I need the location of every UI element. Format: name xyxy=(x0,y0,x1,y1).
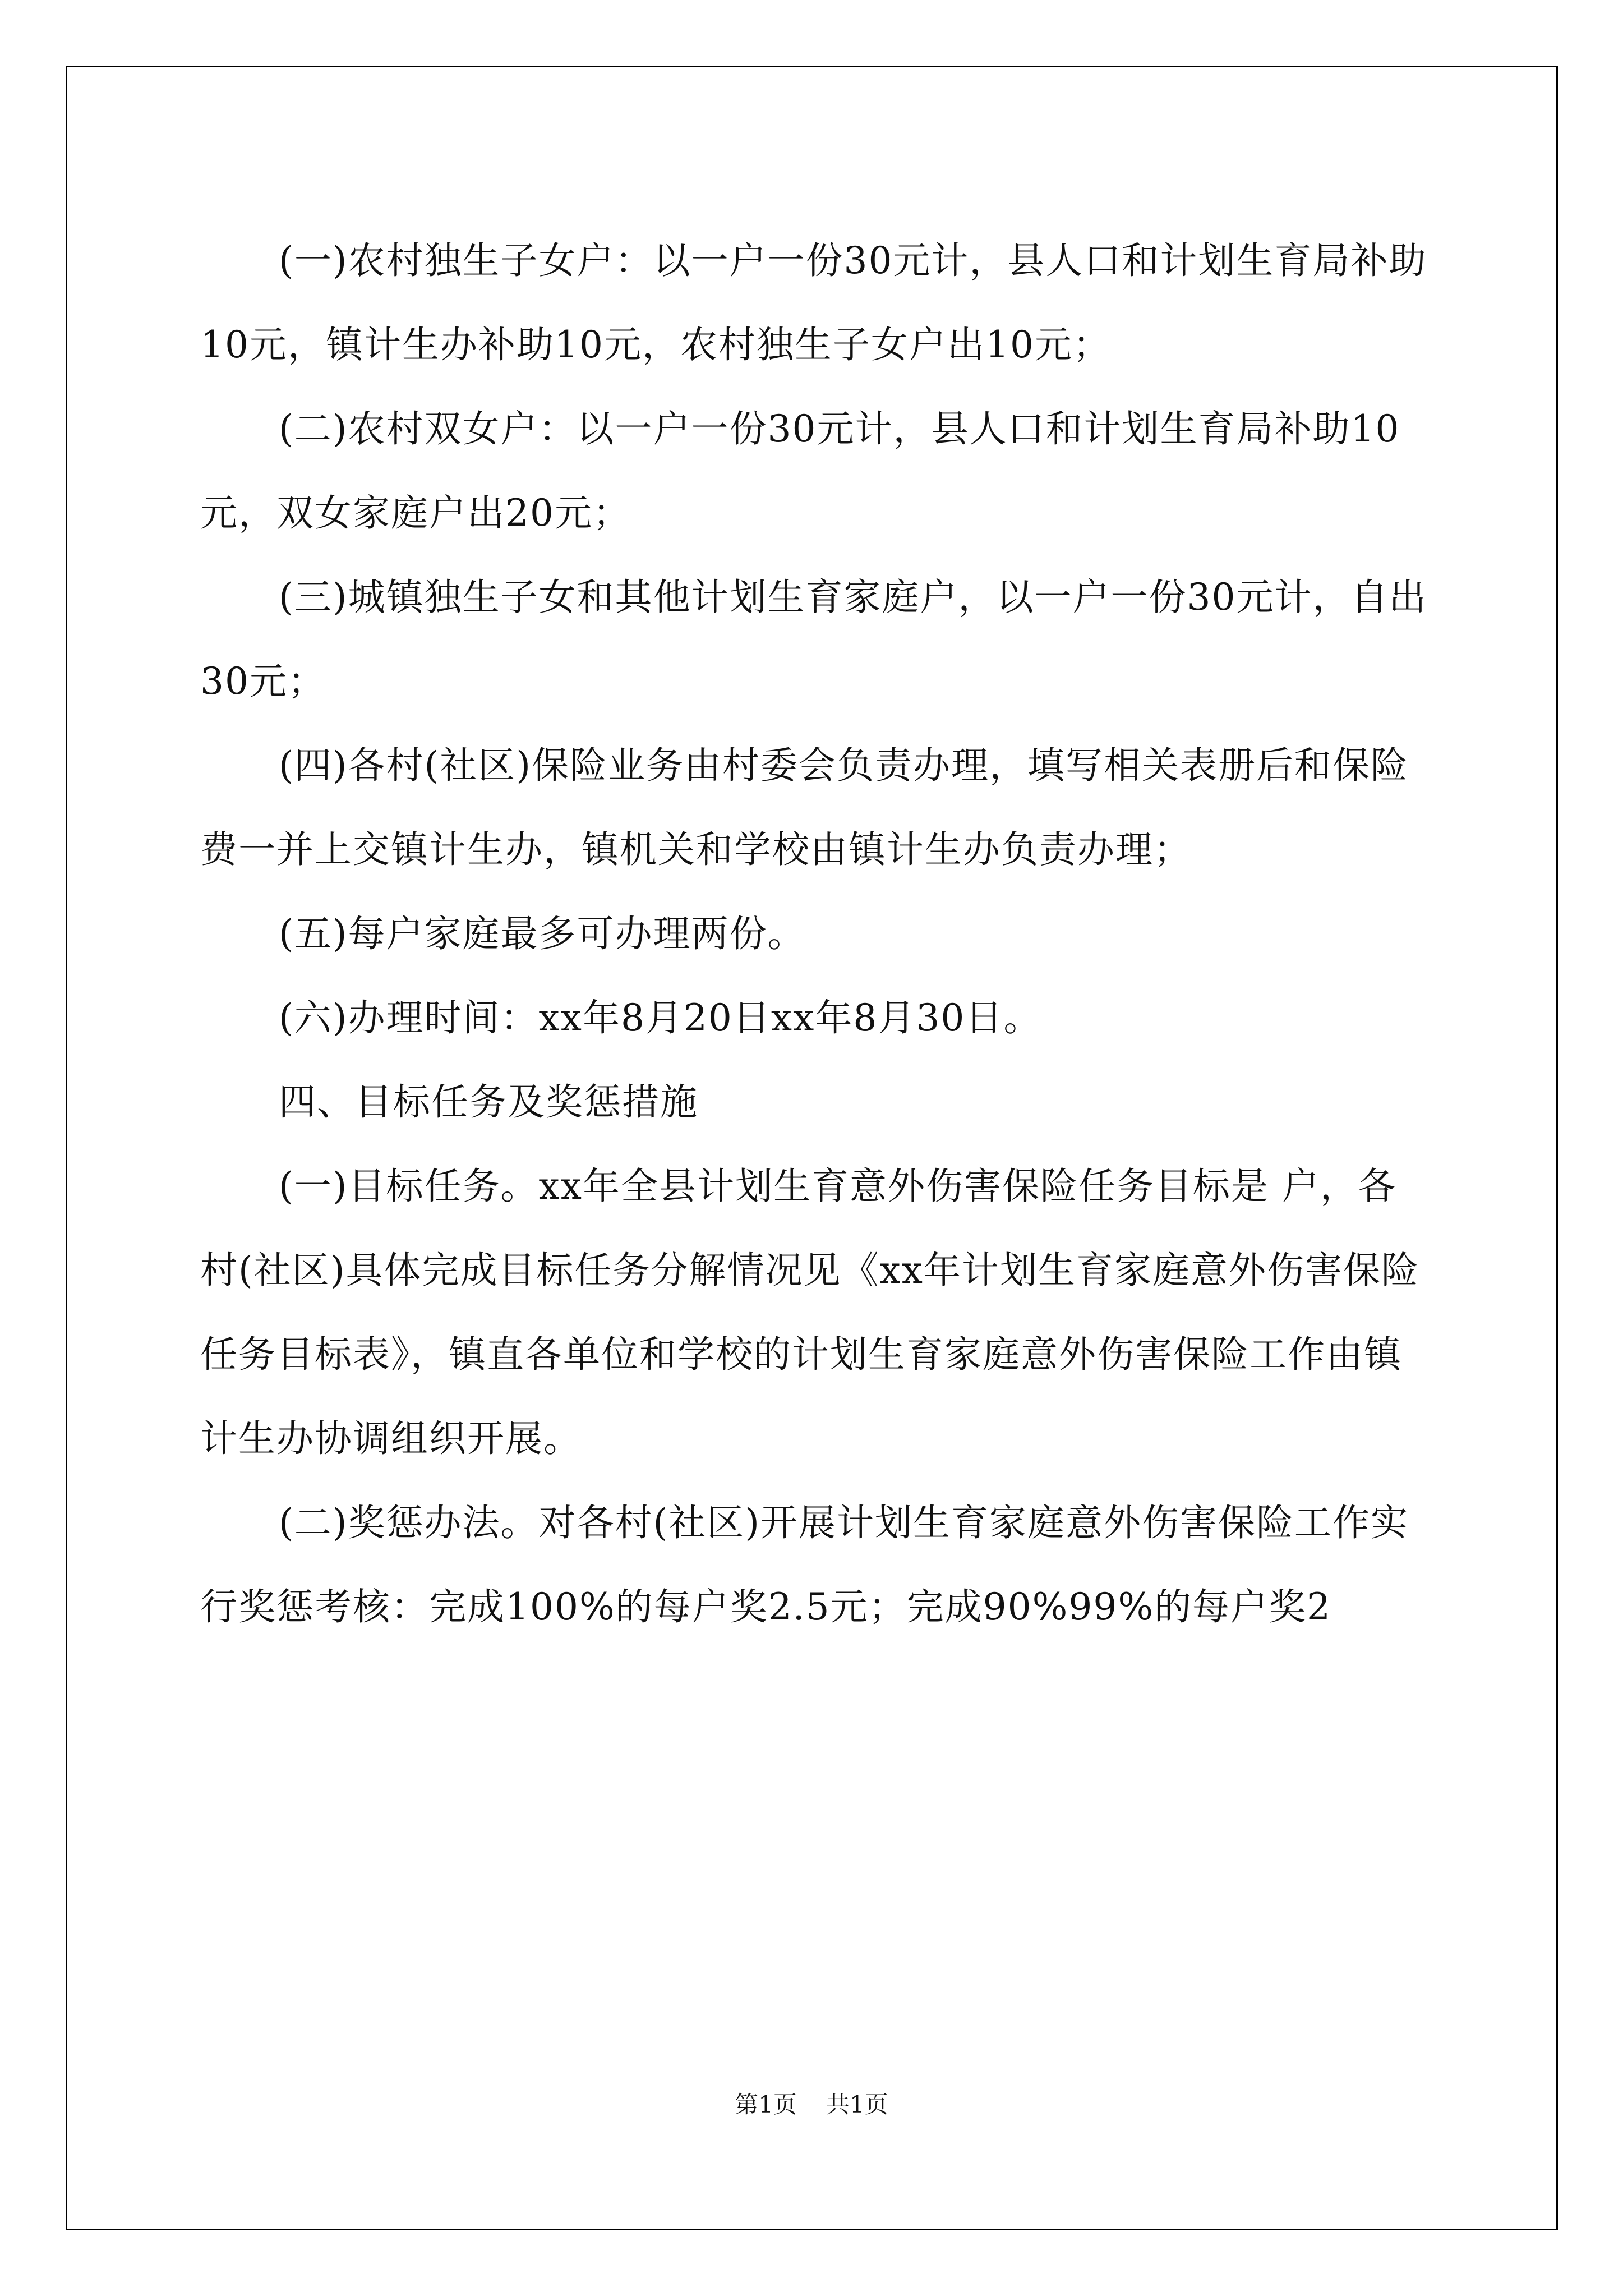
paragraph-rural-two-daughters: (二)农村双女户：以一户一份30元计，县人口和计划生育局补助10元，双女家庭户出20元； xyxy=(200,407,1400,535)
paragraph-rural-only-child: (一)农村独生子女户：以一户一份30元计，县人口和计划生育局补助10元，镇计生办补助10元，农村独生子女户出10元； xyxy=(200,239,1427,366)
section-heading-targets: 四、目标任务及奖惩措施 xyxy=(279,1080,698,1124)
paragraph-village-handling: (四)各村(社区)保险业务由村委会负责办理，填写相关表册后和保险费一并上交镇计生办，镇机关和学校由镇计生办负责办理； xyxy=(200,744,1409,871)
paragraph-max-copies: (五)每户家庭最多可办理两份。 xyxy=(279,912,806,955)
page-number: 第1页 xyxy=(735,2091,797,2118)
page-footer xyxy=(0,2088,1623,2122)
paragraph-urban-households: (三)城镇独生子女和其他计划生育家庭户，以一户一份30元计，自出30元； xyxy=(200,576,1427,703)
paragraph-reward-penalty: (二)奖惩办法。对各村(社区)开展计划生育家庭意外伤害保险工作实行奖惩考核：完成100%的每户奖2.5元；完成90%99%的每户奖2 xyxy=(200,1501,1409,1628)
paragraph-target-tasks: (一)目标任务。xx年全县计划生育意外伤害保险任务目标是 户，各村(社区)具体完成目标任务分解情况见《xx年计划生育家庭意外伤害保险任务目标表》，镇直各单位和学校的计划生育家庭意外伤害保险工作由镇计生办协调组织开展。 xyxy=(200,1165,1419,1460)
page-total: 共1页 xyxy=(826,2091,888,2118)
paragraph-handling-time: (六)办理时间：xx年8月20日xx年8月30日。 xyxy=(279,996,1042,1039)
document-body xyxy=(200,219,1434,1649)
